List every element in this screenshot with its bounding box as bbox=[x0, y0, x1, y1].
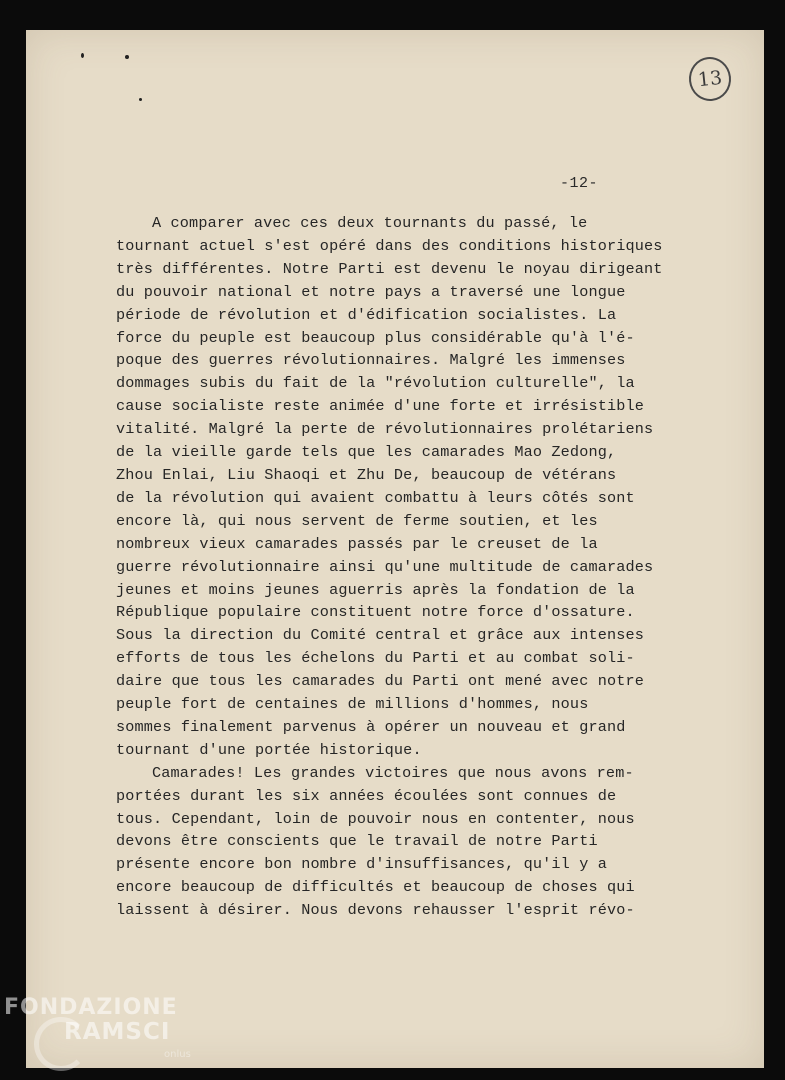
text-line: encore beaucoup de difficultés et beaucoup de choses qui bbox=[116, 878, 635, 897]
text-line: du pouvoir national et notre pays a traversé une longue bbox=[116, 282, 626, 301]
circled-number-text: 13 bbox=[696, 66, 724, 92]
text-line: Camarades! Les grandes victoires que nous avons rem- bbox=[152, 763, 634, 782]
watermark-logo bbox=[4, 995, 191, 1060]
ink-mark bbox=[81, 53, 84, 58]
text-line: Sous la direction du Comité central et grâce aux intenses bbox=[116, 626, 645, 645]
text-line: daire que tous les camarades du Parti ont mené avec notre bbox=[116, 672, 645, 691]
text-line: encore là, qui nous servent de ferme soutien, et les bbox=[116, 511, 598, 530]
text-line: dommages subis du fait de la "révolution culturelle", la bbox=[116, 374, 635, 393]
text-line: de la révolution qui avaient combattu à leurs côtés sont bbox=[116, 488, 635, 507]
text-line: force du peuple est beaucoup plus considérable qu'à l'é- bbox=[116, 328, 635, 347]
watermark-line1: FONDAZIONE bbox=[4, 995, 178, 1020]
text-line: efforts de tous les échelons du Parti et au combat soli- bbox=[116, 649, 635, 668]
text-line: période de révolution et d'édification socialistes. La bbox=[116, 305, 617, 324]
typed-page-number: -12- bbox=[560, 175, 599, 192]
text-line: République populaire constituent notre force d'ossature. bbox=[116, 603, 635, 622]
text-line: guerre révolutionnaire ainsi qu'une multitude de camarades bbox=[116, 557, 654, 576]
text-line: cause socialiste reste animée d'une forte et irrésistible bbox=[116, 397, 645, 416]
text-line: poque des guerres révolutionnaires. Malgré les immenses bbox=[116, 351, 626, 370]
text-line: nombreux vieux camarades passés par le creuset de la bbox=[116, 534, 598, 553]
text-line: portées durant les six années écoulées sont connues de bbox=[116, 786, 617, 805]
text-line: A comparer avec ces deux tournants du passé, le bbox=[152, 214, 588, 232]
text-line: présente encore bon nombre d'insuffisances, qu'il y a bbox=[116, 855, 607, 874]
ink-mark bbox=[125, 55, 129, 59]
text-line: tous. Cependant, loin de pouvoir nous en contenter, nous bbox=[116, 809, 635, 828]
text-line: tournant actuel s'est opéré dans des conditions historiques bbox=[116, 236, 663, 255]
watermark-line2: RAMSCI bbox=[64, 1019, 171, 1045]
body-text bbox=[116, 212, 676, 922]
text-line: Zhou Enlai, Liu Shaoqi et Zhu De, beaucoup de vétérans bbox=[116, 465, 617, 484]
text-line: vitalité. Malgré la perte de révolutionnaires prolétariens bbox=[116, 420, 654, 439]
text-line: de la vieille garde tels que les camarades Mao Zedong, bbox=[116, 443, 617, 462]
text-line: jeunes et moins jeunes aguerris après la fondation de la bbox=[116, 580, 635, 599]
text-line: laissent à désirer. Nous devons rehausser l'esprit révo- bbox=[116, 901, 635, 920]
text-line: très différentes. Notre Parti est devenu le noyau dirigeant bbox=[116, 259, 663, 278]
text-line: sommes finalement parvenus à opérer un nouveau et grand bbox=[116, 717, 626, 736]
ink-mark bbox=[139, 98, 142, 101]
text-line: peuple fort de centaines de millions d'hommes, nous bbox=[116, 695, 589, 714]
text-line: devons être conscients que le travail de notre Parti bbox=[116, 832, 598, 851]
text-line: tournant d'une portée historique. bbox=[116, 740, 422, 759]
watermark-suffix: onlus bbox=[164, 1049, 191, 1060]
